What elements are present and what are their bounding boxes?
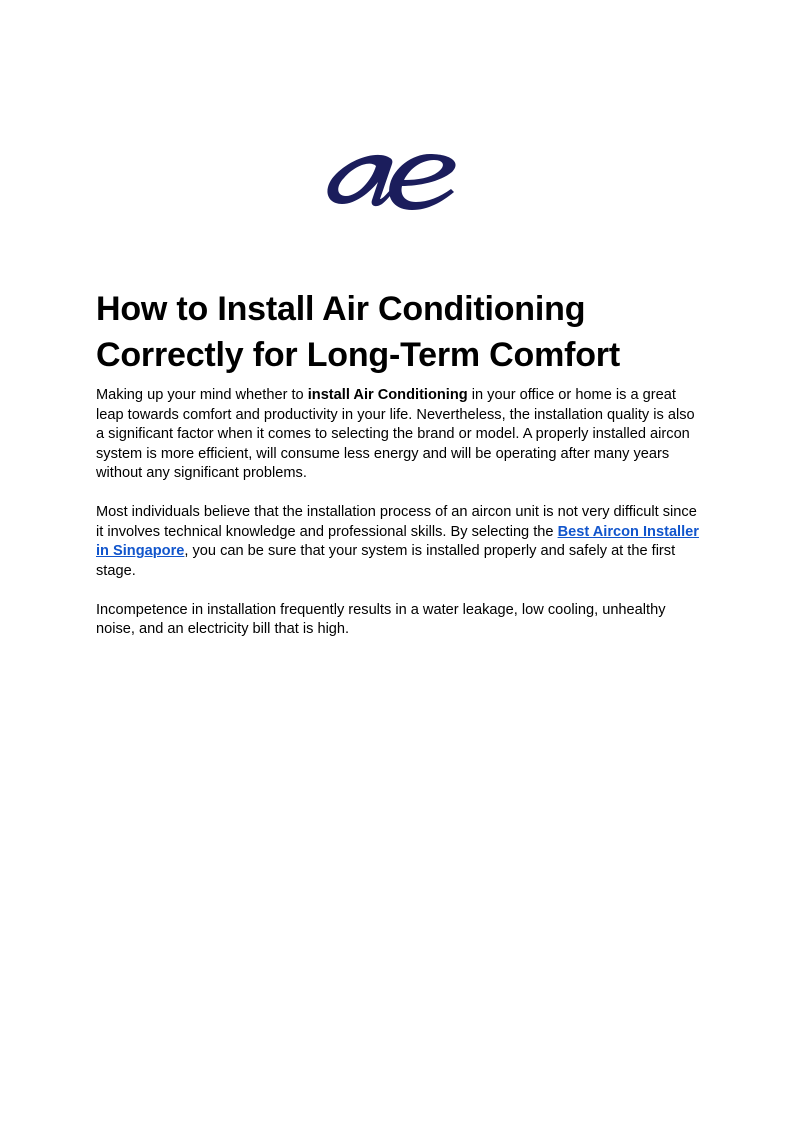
p2-text-before: Most individuals believe that the installation process of an aircon unit is not very difficult since it involves technical knowledge and professional skills. By selecting the [96,504,697,540]
ae-monogram-icon [320,144,474,218]
ae-logo [320,144,474,218]
best-aircon-installer-link[interactable]: Best Aircon Installer in Singapore [96,523,699,559]
article-title [96,286,706,378]
title-line-1: How to Install Air Conditioning [96,290,586,328]
paragraph-installer [96,503,706,581]
p1-bold-phrase: install Air Conditioning [307,387,468,403]
paragraph-intro [96,386,706,484]
paragraph-incompetence: Incompetence in installation frequently results in a water leakage, low cooling, unhealthy noise, and an electricity bill that is high. [96,601,666,637]
title-line-2: Correctly for Long-Term Comfort [96,336,620,374]
p1-text-before: Making up your mind whether to [96,387,308,403]
p2-text-after: , you can be sure that your system is installed properly and safely at the first stage. [96,543,676,579]
article-body [96,286,706,659]
p1-text-after: in your office or home is a great leap towards comfort and productivity in your life. Nevertheless, the installation quality is also a significant factor when it comes to selecting the brand or model. A properly installed aircon system is more efficient, will consume less energy and will be operating after many years without any significant problems. [96,387,695,481]
